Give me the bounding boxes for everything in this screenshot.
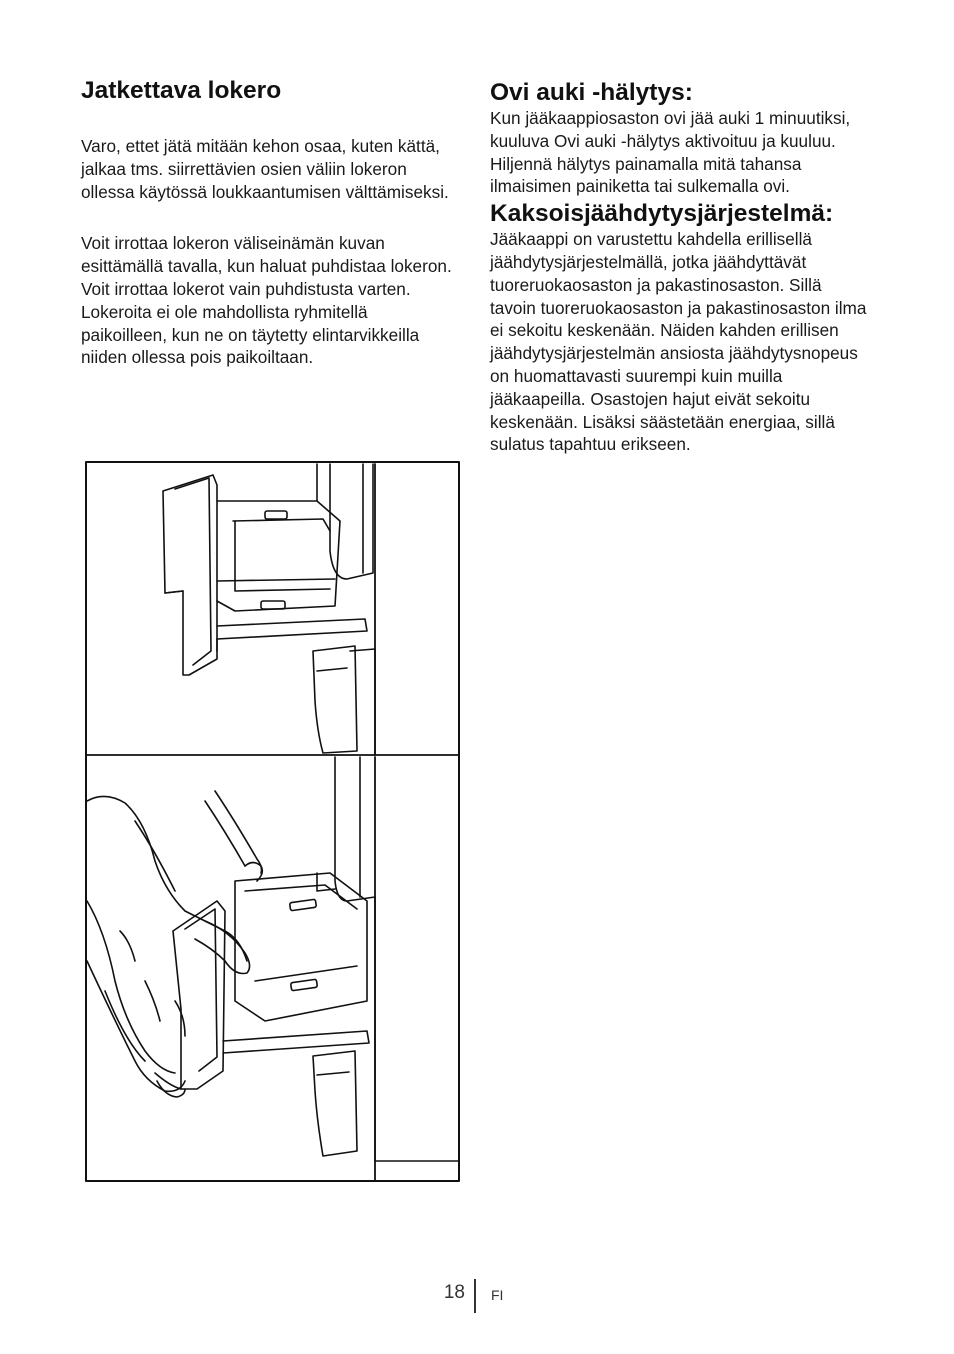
drawer-illustration <box>85 461 460 1182</box>
drawer-removal-paragraph: Voit irrottaa lokerot vain puhdistusta varten. Lokeroita ei ole mahdollista ryhmitellä paikoilleen, kun ne on täytetty elintarvikkeilla niiden ollessa pois paikoiltaan. <box>81 278 420 368</box>
footer-separator <box>474 1279 476 1313</box>
language-code: FI <box>491 1287 504 1303</box>
left-column <box>81 77 456 369</box>
divider-removal-paragraph: Voit irrottaa lokeron väliseinämän kuvan esittämällä tavalla, kun haluat puhdistaa lokeron. <box>81 233 452 277</box>
dual-cooling-text: Jääkaappi on varustettu kahdella erillisellä jäähdytysjärjestelmällä, jotka jäähdyttävät tuoreruokaosaston ja pakastinosaston. Sillä tavoin tuoreruokaosaston ja pakastinosaston ilma ei sekoitu keskenään. Näiden kahden erillisen jäähdytysjärjestelmän ansiosta jäähdytysnopeus on huomattavasti suurempi kuin muilla jääkaapeilla. Osastojen hajut eivät sekoitu keskenään. Lisäksi säästetään energiaa, sillä sulatus tapahtuu erikseen. <box>490 229 867 455</box>
page-number: 18 <box>443 1282 465 1303</box>
drawer-section-heading: Jatkettava lokero <box>81 77 282 104</box>
door-alarm-heading: Ovi auki -hälytys: <box>490 79 693 106</box>
extended-drawer-figure <box>163 464 375 755</box>
door-alarm-text: Kun jääkaappiosaston ovi jää auki 1 minuutiksi, kuuluva Ovi auki -hälytys aktivoituu ja kuuluu. Hiljennä hälytys painamalla mitä tahansa ilmaisimen painiketta tai sulkemalla ovi. <box>490 108 851 197</box>
right-column <box>490 79 870 456</box>
page-footer <box>0 1279 954 1319</box>
dual-cooling-heading: Kaksoisjäähdytysjärjestelmä: <box>490 200 834 228</box>
person-removing-drawer-figure <box>87 757 459 1181</box>
safety-warning-paragraph: Varo, ettet jätä mitään kehon osaa, kuten kättä, jalkaa tms. siirrettävien osien väliin lokeron ollessa käytössä loukkaantumisen välttämiseksi. <box>81 136 449 202</box>
